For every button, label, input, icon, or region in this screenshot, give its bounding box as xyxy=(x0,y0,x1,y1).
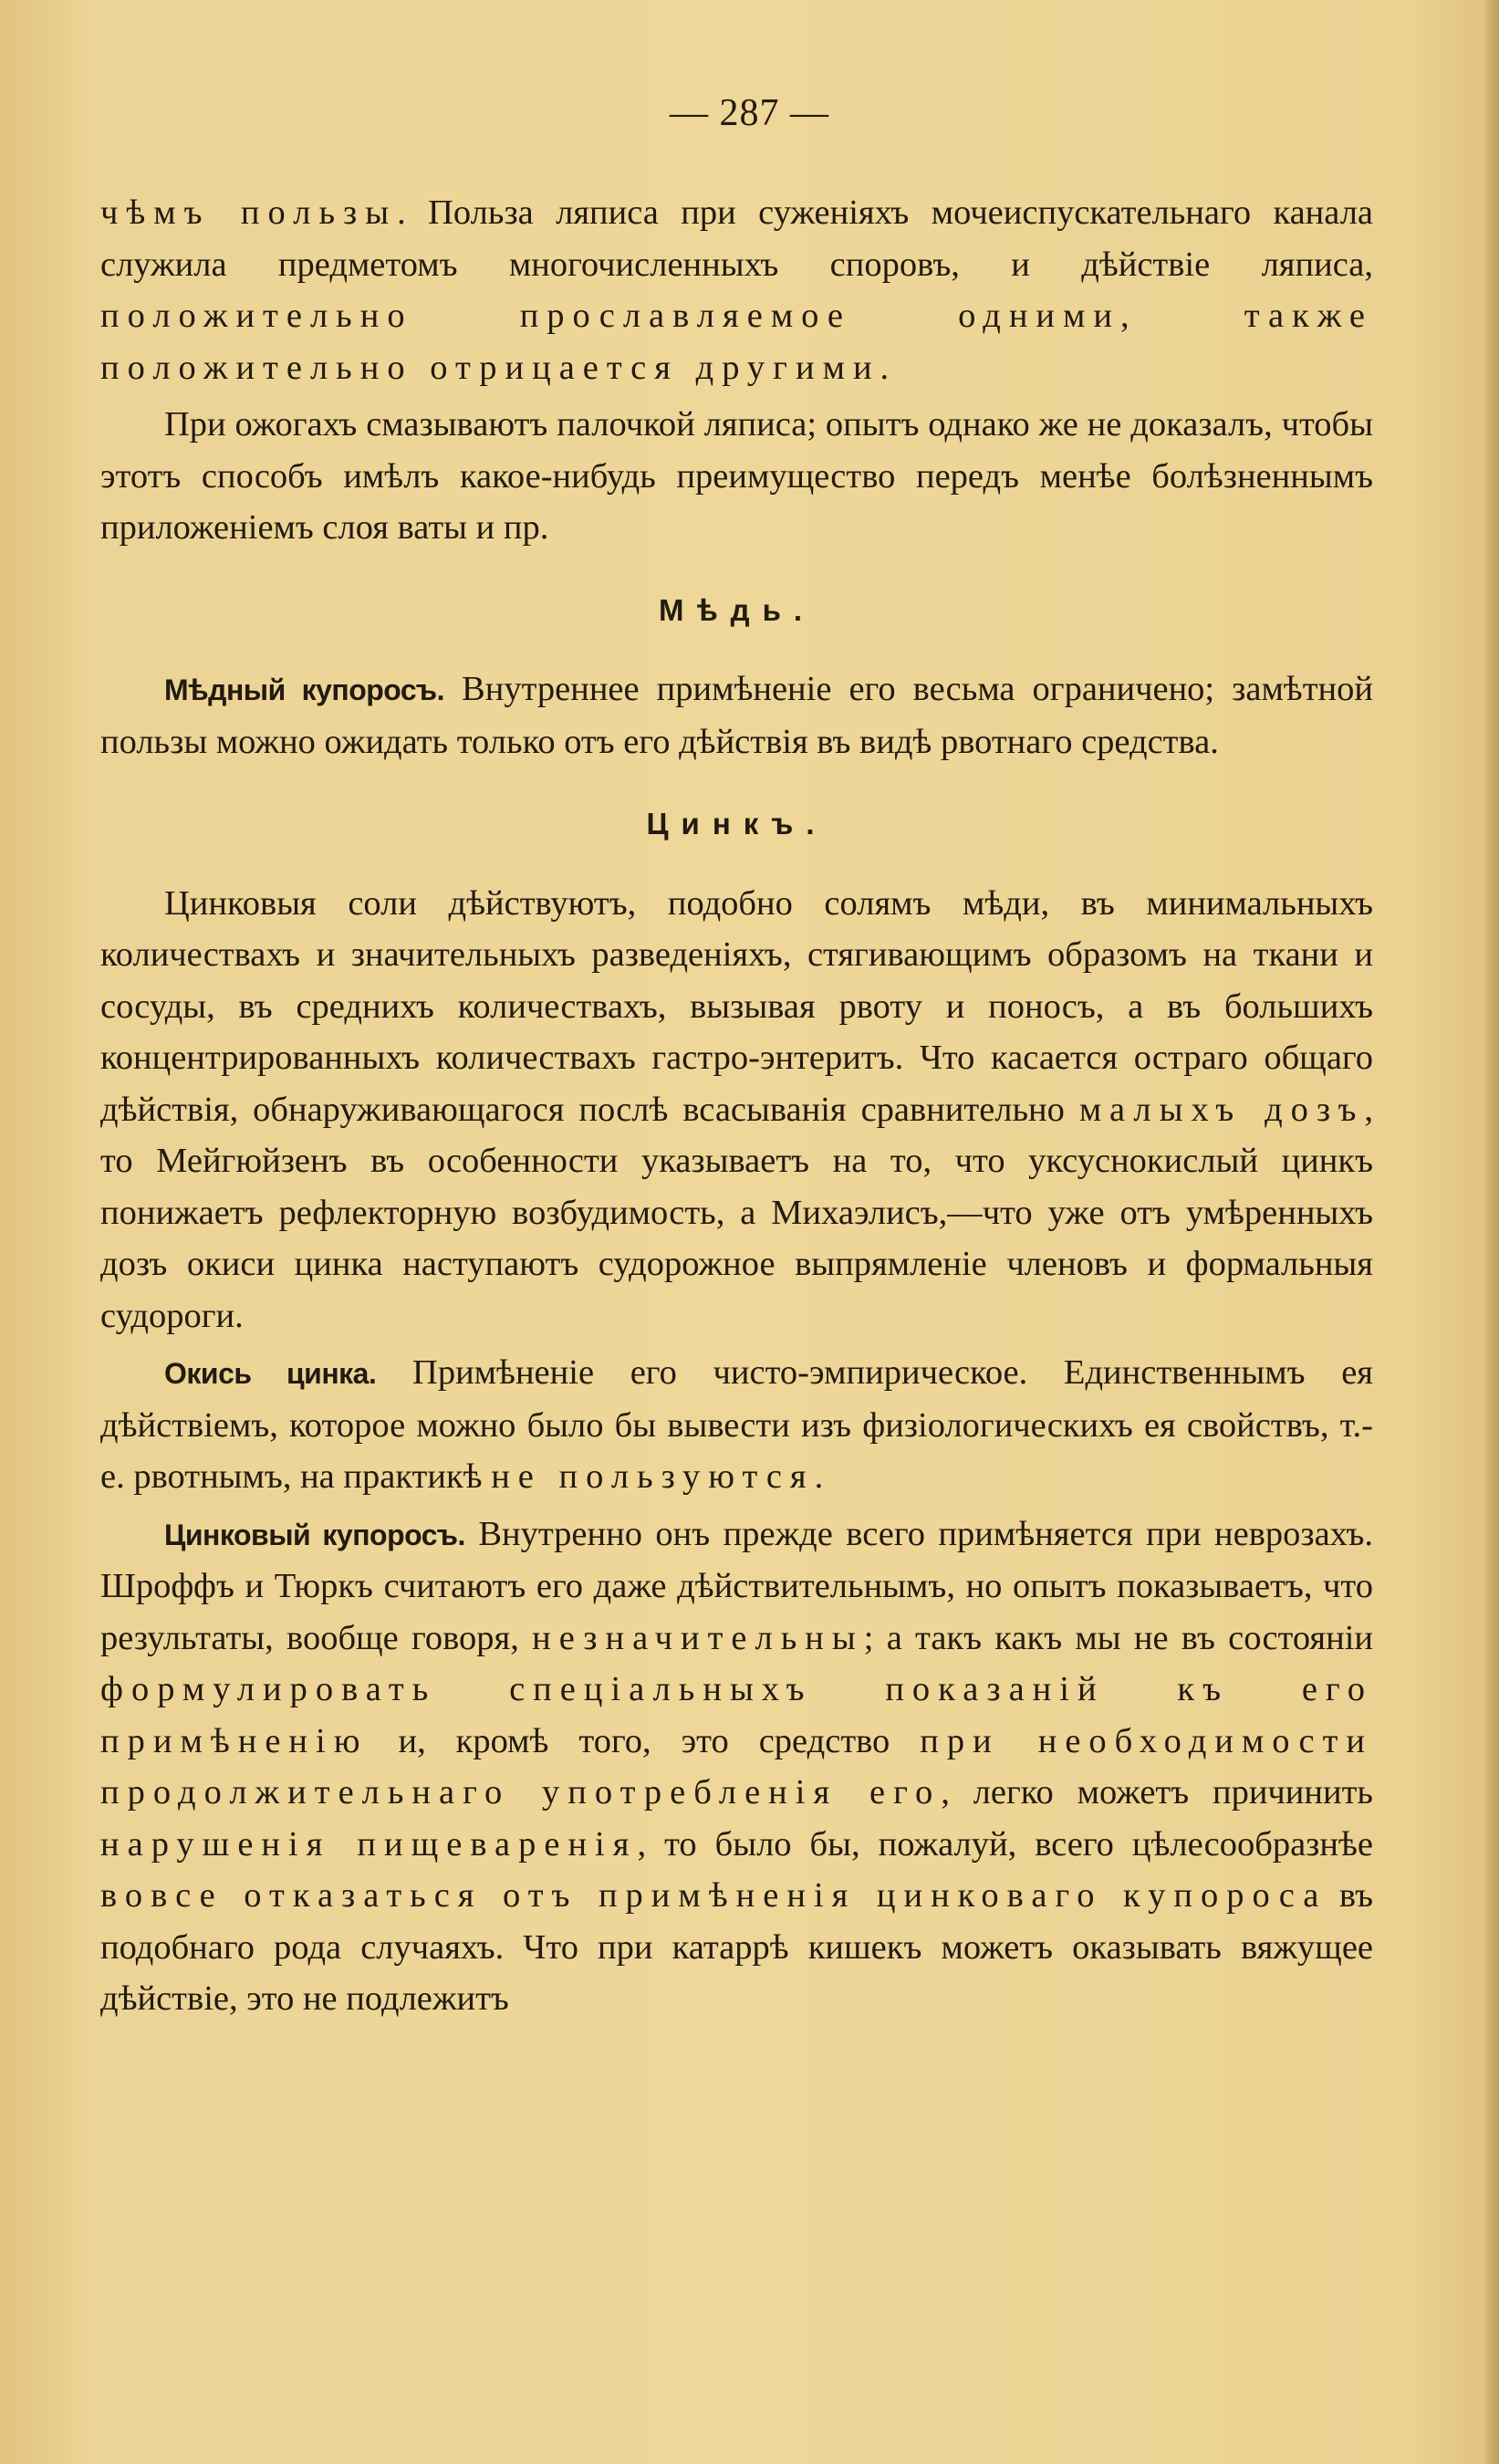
spaced-emphasis: нарушенія пищеваренія xyxy=(100,1824,638,1864)
text-run: . xyxy=(814,1457,824,1496)
spaced-emphasis: при необходимости продолжительнаго употребленія его xyxy=(100,1721,1374,1811)
drug-term: Мѣдный купоросъ. xyxy=(164,673,445,706)
spaced-emphasis: незначительны xyxy=(532,1618,864,1657)
text-run: . Польза ляписа при суженіяхъ мочеиспускательнаго канала служила предметомъ многочисленныхъ споровъ, и дѣйствіе ляписа, xyxy=(100,193,1374,284)
section-heading: Цинкъ. xyxy=(646,807,828,840)
paragraph xyxy=(100,663,1373,767)
drug-term: Окись цинка. xyxy=(164,1357,377,1390)
drug-term: Цинковый купоросъ. xyxy=(164,1518,465,1551)
paragraph xyxy=(100,878,1373,1342)
text-run: При ожогахъ смазываютъ палочкой ляписа; опытъ однако же не доказалъ, чтобы этотъ способъ имѣлъ какое-нибудь преимущество передъ менѣе болѣзненнымъ приложеніемъ слоя ваты и пр. xyxy=(100,405,1373,547)
text-run: Внутреннее примѣненіе его весьма ограничено; замѣтной пользы можно ожидать только отъ его дѣйствія въ видѣ рвотнаго средства. xyxy=(100,670,1373,761)
text-run: ; а такъ какъ мы не въ состояніи xyxy=(863,1618,1373,1657)
text-run: , то Мейгюйзенъ въ особенности указываетъ на то, что уксуснокислый цинкъ понижаетъ рефлекторную возбудимость, а Михаэлисъ,—что уже отъ умѣренныхъ дозъ окиси цинка наступаютъ судорожное выпрямленіе членовъ и формальныя судороги. xyxy=(100,1090,1373,1335)
spaced-emphasis: чѣмъ пользы xyxy=(100,193,398,232)
page-body xyxy=(100,187,1373,2031)
paragraph xyxy=(100,1347,1373,1503)
spaced-emphasis: малыхъ дозъ xyxy=(1078,1090,1365,1129)
spaced-emphasis: не пользуются xyxy=(491,1457,815,1496)
spaced-emphasis: положительно прославляемое одними, также положительно отрицается другими xyxy=(100,297,1373,387)
text-run: , то было бы, пожалуй, всего цѣлесообразнѣе xyxy=(637,1824,1373,1864)
text-run: , легко можетъ причинить xyxy=(941,1773,1373,1811)
section-heading: Мѣдь. xyxy=(658,592,816,627)
spaced-emphasis: формулировать спеціальныхъ показаній къ его примѣненію xyxy=(100,1670,1373,1760)
text-run: въ подобнаго рода случаяхъ. Что при катаррѣ кишекъ можетъ оказывать вяжущее дѣйствіе, это не подлежитъ xyxy=(100,1876,1373,2018)
text-run: . xyxy=(880,348,890,387)
text-run: и, кромѣ того, это средство xyxy=(368,1721,921,1760)
spaced-emphasis: вовсе отказаться отъ примѣненія цинковаго купороса xyxy=(100,1876,1327,1915)
page-edge-shadow xyxy=(1483,0,1499,2464)
paragraph xyxy=(100,399,1373,554)
text-run: Внутренно онъ прежде всего примѣняется при неврозахъ. Шроффъ и Тюркъ считаютъ его даже дѣйствительнымъ, но опытъ показываетъ, что результаты, вообще говоря, xyxy=(100,1514,1374,1657)
paragraph xyxy=(100,1509,1373,2025)
text-run: Цинковыя соли дѣйствуютъ, подобно солямъ мѣди, въ минимальныхъ количествахъ и значительныхъ разведеніяхъ, стягивающимъ образомъ на ткани и сосуды, въ среднихъ количествахъ, вызывая рвоту и поносъ, а въ большихъ концентрированныхъ количествахъ гастро-энтеритъ. Что касается остраго общаго дѣйствія, обнаруживающагося послѣ всасыванія сравнительно xyxy=(100,883,1373,1129)
text-run: Примѣненіе его чисто-эмпирическое. Единственнымъ ея дѣйствіемъ, которое можно было бы вывести изъ физіологическихъ ея свойствъ, т.-е. рвотнымъ, на практикѣ xyxy=(100,1353,1373,1496)
page-number: — 287 — xyxy=(670,92,829,134)
paragraph xyxy=(100,187,1373,393)
